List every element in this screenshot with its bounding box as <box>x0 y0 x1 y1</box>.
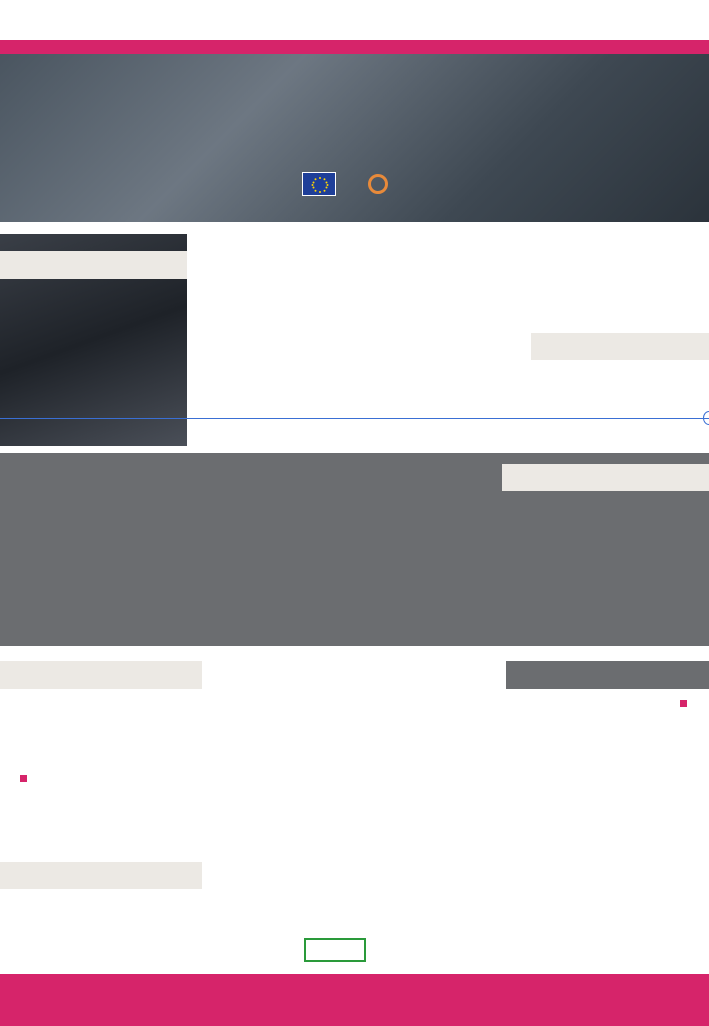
vision-heading <box>0 251 187 279</box>
hero-banner <box>0 54 709 222</box>
partner-logo[interactable] <box>180 899 210 923</box>
partner-logo[interactable] <box>258 901 320 925</box>
top-circuit-pattern <box>0 0 709 38</box>
partner-logo[interactable] <box>24 938 98 962</box>
qr-code[interactable] <box>600 776 672 848</box>
eu-flag-icon <box>302 172 336 196</box>
partner-logo[interactable] <box>584 938 674 962</box>
partner-logo[interactable] <box>104 901 170 925</box>
footer-banner <box>0 974 709 1026</box>
partner-logo[interactable] <box>566 901 648 925</box>
partner-logo[interactable] <box>178 938 222 962</box>
waveguide-background <box>0 54 709 222</box>
partner-logo[interactable] <box>380 938 448 962</box>
quantum-flagship-icon <box>368 174 388 194</box>
project-info-heading <box>506 661 709 689</box>
objectives-section <box>0 453 709 646</box>
partner-logo[interactable] <box>524 938 578 962</box>
partner-logo[interactable] <box>336 899 372 923</box>
mission-heading <box>531 333 709 360</box>
partner-logo[interactable] <box>388 901 456 925</box>
selection-handle[interactable] <box>703 411 709 425</box>
selection-guide-line <box>0 418 709 419</box>
partner-logo[interactable] <box>116 938 158 962</box>
objectives-heading <box>502 464 709 491</box>
partner-logo[interactable] <box>304 938 366 962</box>
expected-results-heading <box>0 661 202 689</box>
partner-logo[interactable] <box>492 901 558 925</box>
partner-logo[interactable] <box>458 938 510 962</box>
top-stripe <box>0 40 709 54</box>
partner-logo[interactable] <box>26 901 90 925</box>
partners-heading <box>0 862 202 889</box>
